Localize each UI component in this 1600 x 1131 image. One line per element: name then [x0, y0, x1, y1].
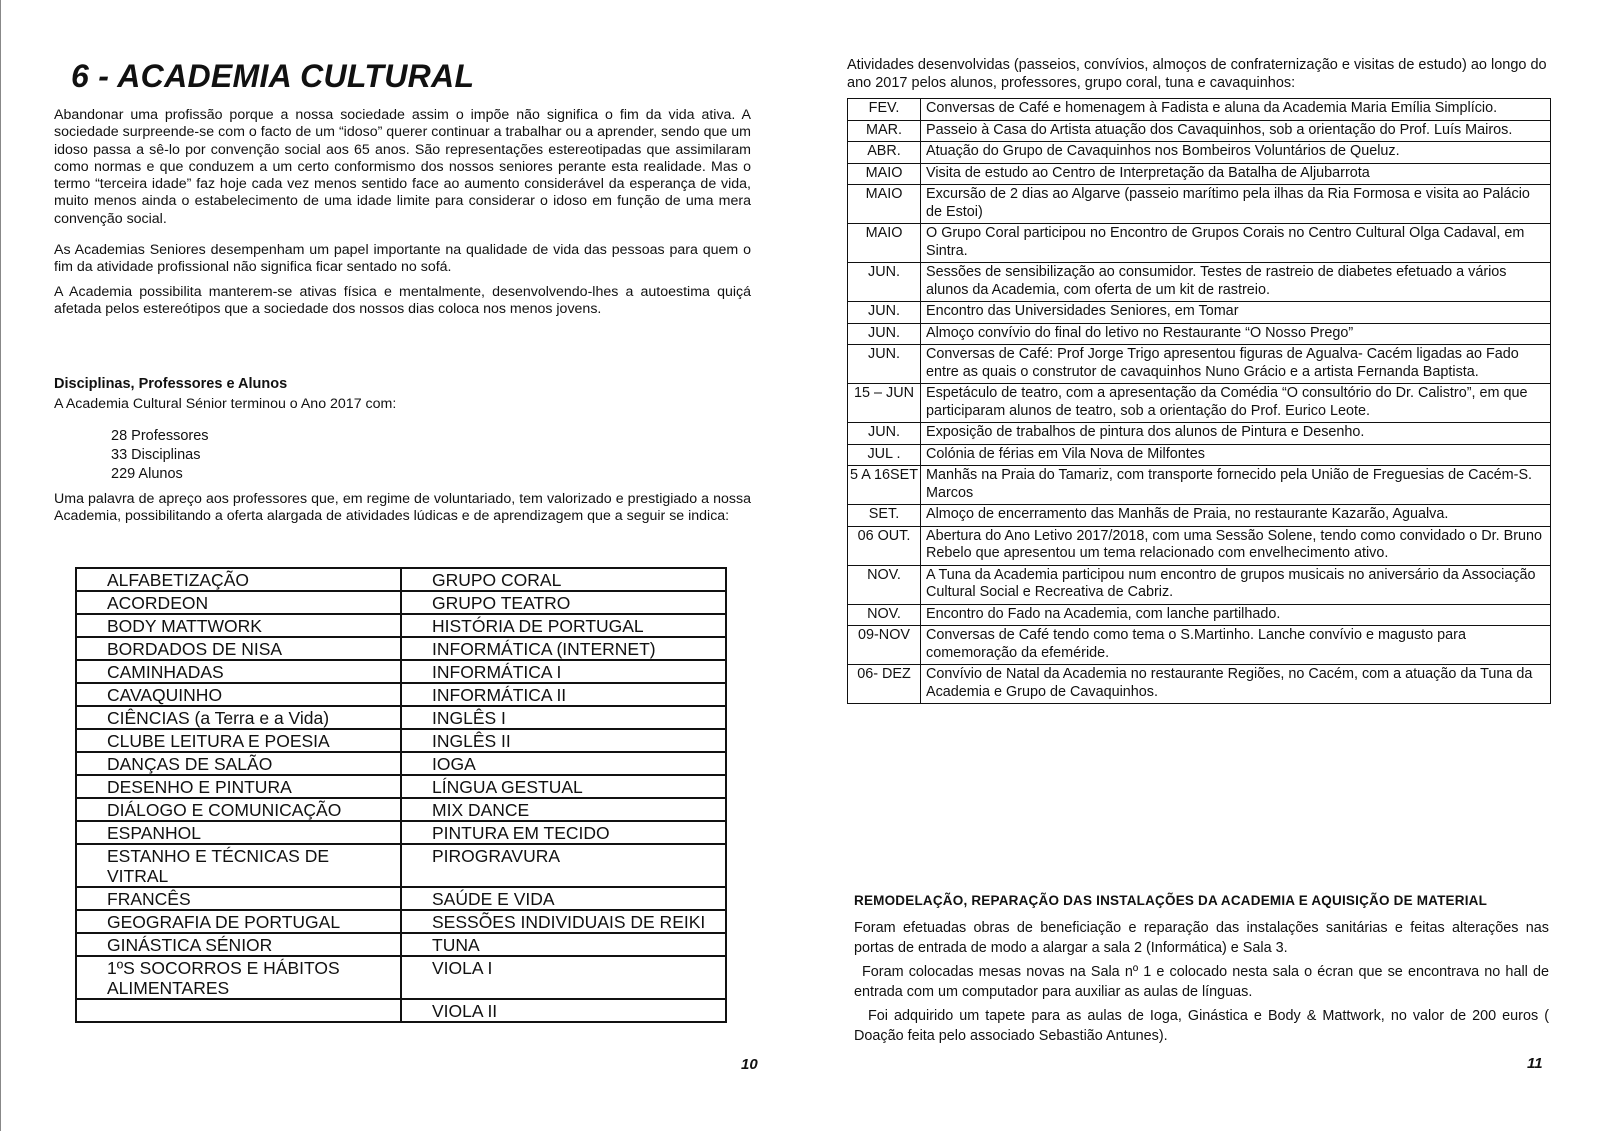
table-row	[848, 323, 1551, 345]
activity-date: NOV.	[848, 604, 921, 626]
table-row	[848, 604, 1551, 626]
table-row	[76, 729, 726, 752]
disciplines-subheading: Disciplinas, Professores e Alunos	[54, 376, 288, 392]
activity-date: JUL .	[848, 444, 921, 466]
discipline-cell-left: DESENHO E PINTURA	[76, 775, 401, 798]
stat-students: 229 Alunos	[111, 466, 183, 482]
activity-description: Manhãs na Praia do Tamariz, com transporte fornecido pela União de Freguesias de Cacém-S. Marcos	[921, 466, 1551, 505]
activity-date: 15 – JUN	[848, 384, 921, 423]
stat-disciplines: 33 Disciplinas	[111, 447, 201, 463]
activity-date: 06 OUT.	[848, 526, 921, 565]
table-row	[848, 505, 1551, 527]
table-row	[848, 466, 1551, 505]
stats-list	[111, 427, 209, 484]
discipline-cell-left	[76, 999, 401, 1022]
activities-table	[847, 98, 1551, 704]
discipline-cell-right: INFORMÁTICA II	[401, 683, 726, 706]
activity-description: Passeio à Casa do Artista atuação dos Cavaquinhos, sob a orientação do Prof. Luís Mairos.	[921, 120, 1551, 142]
activity-description: Atuação do Grupo de Cavaquinhos nos Bombeiros Voluntários de Queluz.	[921, 142, 1551, 164]
discipline-cell-left: CAMINHADAS	[76, 660, 401, 683]
activity-description: Encontro do Fado na Academia, com lanche partilhado.	[921, 604, 1551, 626]
table-row	[76, 887, 726, 910]
renovation-paragraph-2: Foram colocadas mesas novas na Sala nº 1 e colocado nesta sala o écran que se encontrava no hall de entrada com um computador para auxiliar as aulas de línguas.	[854, 964, 1549, 1000]
discipline-cell-right: SAÚDE E VIDA	[401, 887, 726, 910]
activity-description: A Tuna da Academia participou num encontro de grupos musicais no aniversário da Associação Cultural Social e Recreativa de Cabriz.	[921, 565, 1551, 604]
activity-date: JUN.	[848, 263, 921, 302]
table-row	[848, 444, 1551, 466]
discipline-cell-left: ESTANHO E TÉCNICAS DE VITRAL	[76, 844, 401, 887]
table-row	[848, 384, 1551, 423]
table-row	[848, 142, 1551, 164]
page-number-right: 11	[1527, 1055, 1543, 1072]
page-number-left: 10	[741, 1056, 758, 1073]
discipline-cell-left: 1ºS SOCORROS E HÁBITOS ALIMENTARES	[76, 956, 401, 999]
activity-description: Excursão de 2 dias ao Algarve (passeio marítimo pela ilhas da Ria Formosa e visita ao Palácio de Estoi)	[921, 185, 1551, 224]
discipline-cell-right: GRUPO CORAL	[401, 568, 726, 591]
discipline-cell-left: FRANCÊS	[76, 887, 401, 910]
activities-intro: Atividades desenvolvidas (passeios, convívios, almoços de confraternização e visitas de estudo) ao longo do ano 2017 pelos alunos, professores, grupo coral, tuna e cavaquinhos:	[847, 57, 1547, 91]
table-row	[848, 626, 1551, 665]
activity-description: Convívio de Natal da Academia no restaurante Regiões, no Cacém, com a atuação da Tuna da Academia e Grupo de Cavaquinhos.	[921, 665, 1551, 704]
discipline-cell-right: INFORMÁTICA I	[401, 660, 726, 683]
activity-date: MAR.	[848, 120, 921, 142]
discipline-cell-right: VIOLA I	[401, 956, 726, 999]
table-row	[76, 706, 726, 729]
discipline-cell-left: ALFABETIZAÇÃO	[76, 568, 401, 591]
table-row	[76, 591, 726, 614]
discipline-cell-left: ACORDEON	[76, 591, 401, 614]
activity-description: Colónia de férias em Vila Nova de Milfontes	[921, 444, 1551, 466]
discipline-cell-right: MIX DANCE	[401, 798, 726, 821]
renovation-heading: REMODELAÇÃO, REPARAÇÃO DAS INSTALAÇÕES DA ACADEMIA E AQUISIÇÃO DE MATERIAL	[854, 893, 1488, 908]
discipline-cell-right: VIOLA II	[401, 999, 726, 1022]
activity-description: Espetáculo de teatro, com a apresentação da Comédia “O consultório do Dr. Calistro”, em que participaram alunos de teatro, sob a orientação do Prof. Eurico Leote.	[921, 384, 1551, 423]
activity-date: NOV.	[848, 565, 921, 604]
activity-date: ABR.	[848, 142, 921, 164]
discipline-cell-right: SESSÕES INDIVIDUAIS DE REIKI	[401, 910, 726, 933]
activity-date: SET.	[848, 505, 921, 527]
activity-description: O Grupo Coral participou no Encontro de Grupos Corais no Centro Cultural Olga Cadaval, em Sintra.	[921, 224, 1551, 263]
table-row	[848, 423, 1551, 445]
activity-description: Exposição de trabalhos de pintura dos alunos de Pintura e Desenho.	[921, 423, 1551, 445]
academies-paragraph: As Academias Seniores desempenham um papel importante na qualidade de vida das pessoas para quem o fim da atividade profissional não significa ficar sentado no sofá.	[54, 242, 751, 276]
activity-description: Almoço convívio do final do letivo no Restaurante “O Nosso Prego”	[921, 323, 1551, 345]
discipline-cell-left: GINÁSTICA SÉNIOR	[76, 933, 401, 956]
activity-date: 09-NOV	[848, 626, 921, 665]
academy-paragraph: A Academia possibilita manterem-se ativas física e mentalmente, desenvolvendo-lhes a autoestima quiçá afetada pelos estereótipos que a sociedade dos nossos dias coloca nos menos jovens.	[54, 284, 751, 318]
table-row	[76, 660, 726, 683]
table-row	[848, 565, 1551, 604]
discipline-cell-right: GRUPO TEATRO	[401, 591, 726, 614]
activity-description: Conversas de Café: Prof Jorge Trigo apresentou figuras de Agualva- Cacém ligadas ao Fado entre as quais o construtor de cavaquinhos Nuno Grácio e a artista Fernanda Baptista.	[921, 345, 1551, 384]
activity-date: JUN.	[848, 345, 921, 384]
table-row	[76, 568, 726, 591]
table-row	[76, 821, 726, 844]
table-row	[76, 999, 726, 1022]
activity-description: Conversas de Café tendo como tema o S.Martinho. Lanche convívio e magusto para comemoração da efeméride.	[921, 626, 1551, 665]
renovation-paragraph-3: Foi adquirido um tapete para as aulas de Ioga, Ginástica e Body & Mattwork, no valor de 200 euros ( Doação feita pelo associado Sebastião Antunes).	[854, 1008, 1549, 1044]
table-row	[76, 752, 726, 775]
discipline-cell-left: CLUBE LEITURA E POESIA	[76, 729, 401, 752]
activity-date: MAIO	[848, 185, 921, 224]
discipline-cell-right: IOGA	[401, 752, 726, 775]
activity-description: Almoço de encerramento das Manhãs de Praia, no restaurante Kazarão, Agualva.	[921, 505, 1551, 527]
intro-paragraph: Abandonar uma profissão porque a nossa sociedade assim o impõe não significa o fim da vida ativa. A sociedade surpreende-se com o facto de um “idoso” querer continuar a trabalhar ou a aprender, sendo que um idoso passa a sê-lo por convenção social aos 65 anos. São representações estereotipadas que assimilaram como normas e que conduzem a um certo conformismo dos nossos seniores perante esta realidade. Mas o termo “terceira idade” faz hoje cada vez menos sentido face ao aumento considerável da esperança de vida, muito menos ainda o estabelecimento de uma idade limite para considerar o idoso em função de uma mera convenção social.	[54, 107, 751, 227]
table-row	[848, 345, 1551, 384]
table-row	[848, 263, 1551, 302]
discipline-cell-right: INGLÊS I	[401, 706, 726, 729]
discipline-cell-left: CIÊNCIAS (a Terra e a Vida)	[76, 706, 401, 729]
activity-date: FEV.	[848, 99, 921, 121]
activity-description: Encontro das Universidades Seniores, em Tomar	[921, 302, 1551, 324]
discipline-cell-right: INFORMÁTICA (INTERNET)	[401, 637, 726, 660]
table-row	[848, 163, 1551, 185]
table-row	[76, 798, 726, 821]
activity-date: JUN.	[848, 302, 921, 324]
discipline-cell-left: DIÁLOGO E COMUNICAÇÃO	[76, 798, 401, 821]
discipline-cell-right: TUNA	[401, 933, 726, 956]
renovation-paragraph-1: Foram efetuadas obras de beneficiação e reparação das instalações sanitárias e feitas alterações nas portas de entrada de modo a alargar a sala 2 (Informática) e Sala 3.	[854, 920, 1549, 956]
table-row	[848, 526, 1551, 565]
table-row	[76, 844, 726, 887]
page-title: 6 - ACADEMIA CULTURAL	[71, 58, 475, 94]
table-row	[848, 185, 1551, 224]
table-row	[76, 933, 726, 956]
table-row	[848, 224, 1551, 263]
discipline-cell-right: INGLÊS II	[401, 729, 726, 752]
activity-description: Conversas de Café e homenagem à Fadista e aluna da Academia Maria Emília Simplício.	[921, 99, 1551, 121]
table-row	[76, 956, 726, 999]
right-page	[800, 0, 1600, 1131]
table-row	[76, 775, 726, 798]
table-row	[76, 683, 726, 706]
activity-date: JUN.	[848, 423, 921, 445]
discipline-cell-left: ESPANHOL	[76, 821, 401, 844]
discipline-cell-right: PINTURA EM TECIDO	[401, 821, 726, 844]
table-row	[848, 302, 1551, 324]
discipline-cell-right: LÍNGUA GESTUAL	[401, 775, 726, 798]
discipline-cell-left: BORDADOS DE NISA	[76, 637, 401, 660]
discipline-cell-left: DANÇAS DE SALÃO	[76, 752, 401, 775]
discipline-cell-left: CAVAQUINHO	[76, 683, 401, 706]
appreciation-paragraph: Uma palavra de apreço aos professores que, em regime de voluntariado, tem valorizado e prestigiado a nossa Academia, possibilitando a oferta alargada de atividades lúdicas e de aprendizagem que a seguir se indica:	[54, 491, 751, 525]
activity-description: Visita de estudo ao Centro de Interpretação da Batalha de Aljubarrota	[921, 163, 1551, 185]
activity-date: MAIO	[848, 224, 921, 263]
table-row	[76, 614, 726, 637]
table-row	[848, 665, 1551, 704]
stat-professors: 28 Professores	[111, 428, 209, 444]
activity-date: JUN.	[848, 323, 921, 345]
activity-date: 06- DEZ	[848, 665, 921, 704]
activity-description: Abertura do Ano Letivo 2017/2018, com uma Sessão Solene, tendo como convidado o Dr. Bruno Rebelo que apresentou um tema relacionado com envelhecimento ativo.	[921, 526, 1551, 565]
activity-date: MAIO	[848, 163, 921, 185]
discipline-cell-left: BODY MATTWORK	[76, 614, 401, 637]
disciplines-table	[75, 567, 727, 1023]
discipline-cell-left: GEOGRAFIA DE PORTUGAL	[76, 910, 401, 933]
activity-description: Sessões de sensibilização ao consumidor. Testes de rastreio de diabetes efetuado a vários alunos da Academia, com oferta de um kit de rastreio.	[921, 263, 1551, 302]
table-row	[848, 99, 1551, 121]
table-row	[76, 637, 726, 660]
activity-date: 5 A 16SET	[848, 466, 921, 505]
table-row	[848, 120, 1551, 142]
table-row	[76, 910, 726, 933]
discipline-cell-right: PIROGRAVURA	[401, 844, 726, 887]
discipline-cell-right: HISTÓRIA DE PORTUGAL	[401, 614, 726, 637]
summary-intro: A Academia Cultural Sénior terminou o Ano 2017 com:	[54, 396, 397, 412]
